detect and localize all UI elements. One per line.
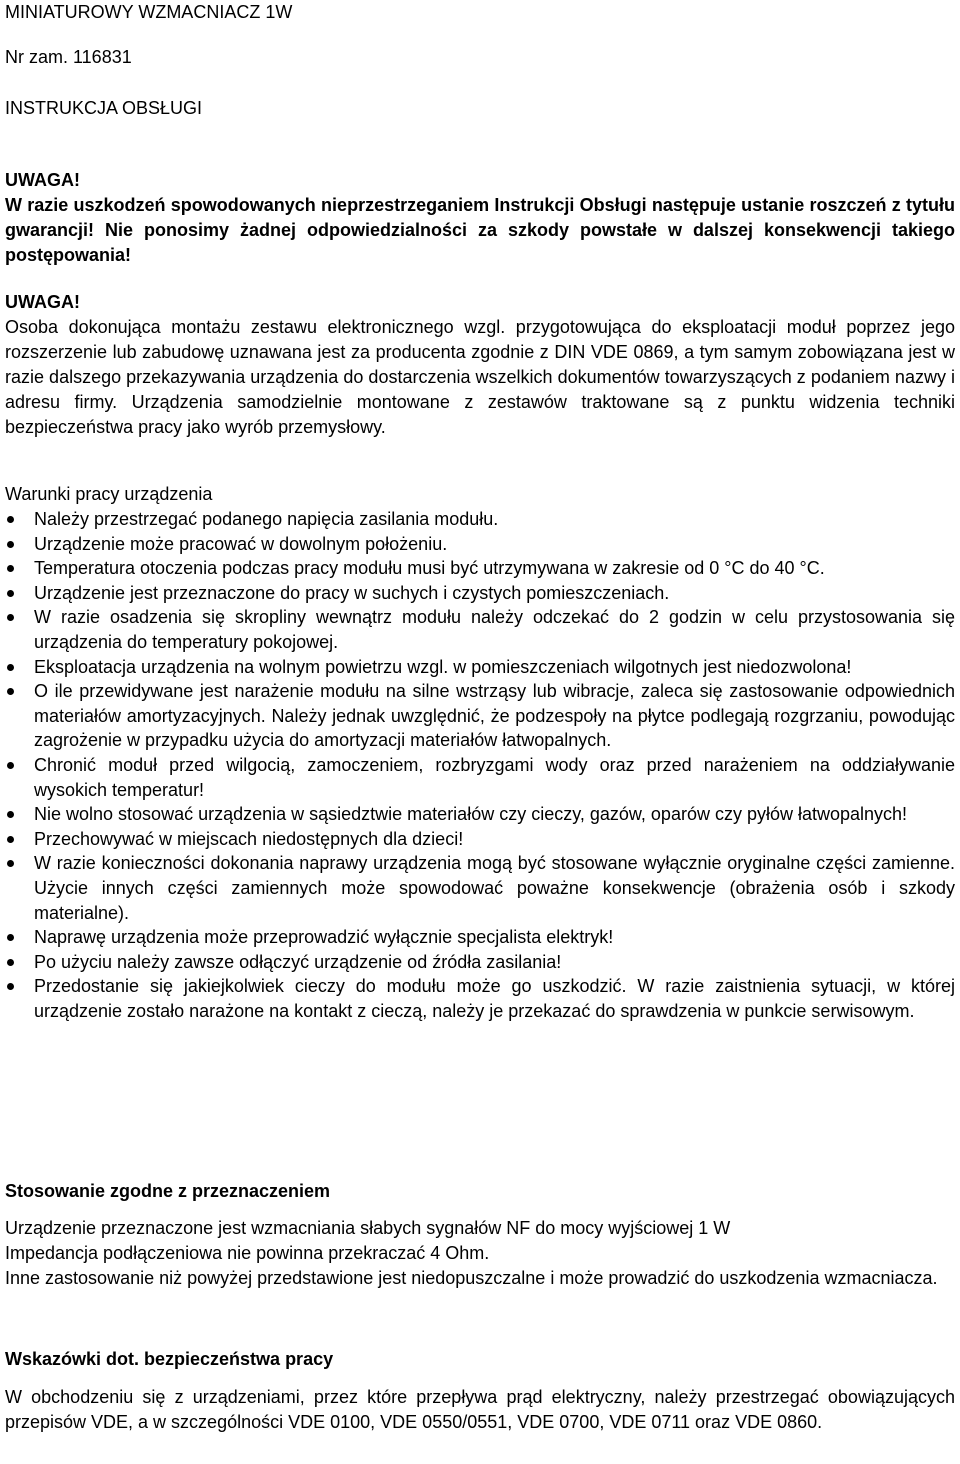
list-item [5,605,955,654]
list-item-text: Urządzenie jest przeznaczone do pracy w suchych i czystych pomieszczeniach. [34,582,670,603]
bullet-icon [7,516,14,523]
document-title: MINIATUROWY WZMACNIACZ 1W [5,2,293,22]
conditions-list [5,507,955,1023]
list-item [5,679,955,753]
list-item-text: Temperatura otoczenia podczas pracy modułu musi być utrzymywana w zakresie od 0 °C do 40 °C. [34,558,825,579]
warning-block-1 [5,168,955,268]
intended-use-line: Impedancja podłączeniowa nie powinna przekraczać 4 Ohm. [5,1243,490,1263]
warning-label: UWAGA! [5,292,80,312]
list-item-text: Należy przestrzegać podanego napięcia zasilania modułu. [34,509,499,529]
safety-section [5,1347,955,1435]
list-item-text: Eksploatacja urządzenia na wolnym powietrzu wzgl. w pomieszczeniach wilgotnych jest niedozwolona! [34,656,852,677]
bullet-icon [7,959,14,966]
bullet-icon [7,762,14,769]
list-item [5,581,955,606]
instructions-title: INSTRUKCJA OBSŁUGI [5,98,203,118]
list-item [5,827,955,852]
list-item-text: Przedostanie się jakiejkolwiek cieczy do modułu może go uszkodzić. W razie zaistnienia sytuacji, w której urządzenie zostało narażone na kontakt z cieczą, należy je przekazać do sprawdzenia w punkcie serwisowym. [34,976,955,1021]
bullet-icon [7,565,14,572]
bullet-icon [7,836,14,843]
order-number: Nr zam. 116831 [5,47,132,67]
list-item [5,802,955,827]
list-item [5,974,955,1023]
safety-text: W obchodzeniu się z urządzeniami, przez które przepływa prąd elektryczny, należy przestrzegać obowiązujących przepisów VDE, a w szczególności VDE 0100, VDE 0550/0551, VDE 0700, VDE 0711 oraz VDE 0860. [5,1387,955,1432]
bullet-icon [7,541,14,548]
warning-text: W razie uszkodzeń spowodowanych nieprzestrzeganiem Instrukcji Obsługi następuje ustanie roszczeń z tytułu gwarancji! Nie ponosimy żadnej odpowiedzialności za szkody powstałe w dalszej konsekwencji takiego postępowania! [5,195,955,265]
bullet-icon [7,811,14,818]
list-item-text: Nie wolno stosować urządzenia w sąsiedztwie materiałów czy cieczy, gazów, oparów czy pyłów łatwopalnych! [34,804,908,825]
list-item [5,532,955,557]
list-item [5,556,955,581]
warning-text: Osoba dokonująca montażu zestawu elektronicznego wzgl. przygotowująca do eksploatacji moduł poprzez jego rozszerzenie lub zabudowę uznawana jest za producenta zgodnie z DIN VDE 0869, a tym samym zobowiązana jest w razie dalszego przekazywania urządzenia do dostarczenia wszelkich dokumentów towarzyszących z podaniem nazwy i adresu firmy. Urządzenia samodzielnie montowane z zestawów traktowane są z punktu widzenia techniki bezpieczeństwa pracy jako wyrób przemysłowy. [5,317,955,437]
intended-use-line: Urządzenie przeznaczone jest wzmacniania słabych sygnałów NF do mocy wyjściowej 1 W [5,1218,731,1238]
list-item-text: Naprawę urządzenia może przeprowadzić wyłącznie specjalista elektryk! [34,927,614,948]
bullet-icon [7,688,14,695]
operating-conditions-section [5,482,955,1023]
section-heading: Wskazówki dot. bezpieczeństwa pracy [5,1349,334,1369]
list-item [5,950,955,975]
intended-use-line: Inne zastosowanie niż powyżej przedstawione jest niedopuszczalne i może prowadzić do uszkodzenia wzmacniacza. [5,1268,938,1288]
section-heading: Warunki pracy urządzenia [5,484,213,504]
list-item [5,925,955,950]
intended-use-section [5,1179,955,1291]
section-heading: Stosowanie zgodne z przeznaczeniem [5,1181,331,1201]
list-item-text: W razie konieczności dokonania naprawy urządzenia mogą być stosowane wyłącznie oryginalne części zamienne. Użycie innych części zamiennych może spowodować poważne konsekwencje (obrażenia osób i szkody materialne). [34,853,955,923]
bullet-icon [7,983,14,990]
bullet-icon [7,614,14,621]
list-item [5,507,955,532]
warning-label: UWAGA! [5,170,80,190]
list-item-text: Po użyciu należy zawsze odłączyć urządzenie od źródła zasilania! [34,951,562,972]
bullet-icon [7,664,14,671]
list-item [5,753,955,802]
list-item-text: Urządzenie może pracować w dowolnym położeniu. [34,533,448,554]
bullet-icon [7,590,14,597]
list-item-text: O ile przewidywane jest narażenie modułu na silne wstrząsy lub wibracje, zaleca się zastosowanie odpowiednich materiałów amortyzacyjnych. Należy jednak uwzględnić, że podzespoły na płytce podlegają rozgrzaniu, powodując zagrożenie w przypadku użycia do amortyzacji materiałów łatwopalnych. [34,681,955,751]
warning-block-2 [5,290,955,440]
list-item [5,851,955,925]
bullet-icon [7,934,14,941]
list-item-text: Przechowywać w miejscach niedostępnych dla dzieci! [34,828,464,849]
list-item [5,655,955,680]
bullet-icon [7,860,14,867]
list-item-text: Chronić moduł przed wilgocią, zamoczeniem, rozbryzgami wody oraz przed narażeniem na oddziaływanie wysokich temperatur! [34,754,955,800]
list-item-text: W razie osadzenia się skropliny wewnątrz modułu należy odczekać do 2 godzin w celu przystosowania się urządzenia do temperatury pokojowej. [34,607,955,652]
